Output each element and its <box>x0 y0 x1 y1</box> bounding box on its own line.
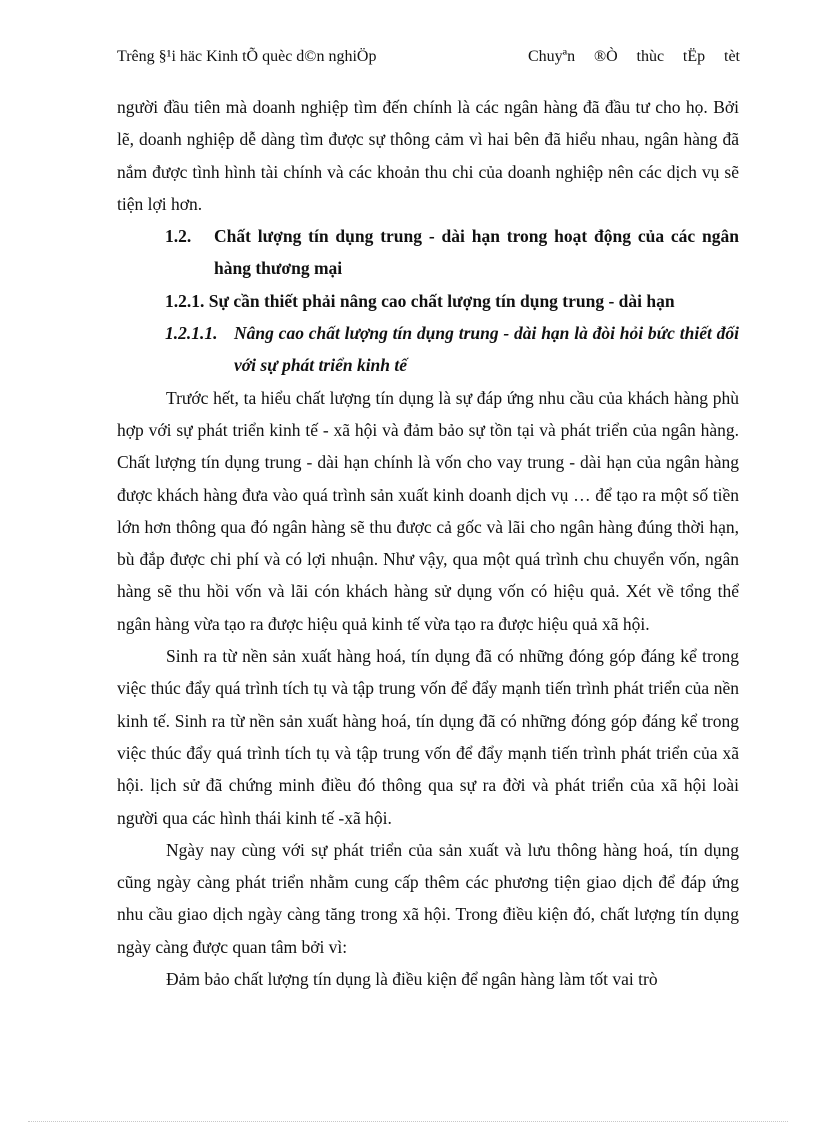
heading-number: 1.2. <box>165 226 192 247</box>
heading-section-1-2-1: 1.2.1. Sự cần thiết phải nâng cao chất lượng tín dụng trung - dài hạn <box>165 290 675 311</box>
page-bottom-divider <box>28 1121 788 1122</box>
page-header-left: Trêng §¹i häc Kinh tÕ quèc d©n nghiÖp <box>117 48 377 65</box>
paragraph: Trước hết, ta hiểu chất lượng tín dụng là sự đáp ứng nhu cầu của khách hàng phù hợp với sự phát triển kinh tế - xã hội và đảm bảo sự tồn tại và phát triển của ngân hàng. Chất lượng tín dụng trung - dài hạn chính là vốn cho vay trung - dài hạn của ngân hàng được khách hàng đưa vào quá trình sản xuất kinh doanh dịch vụ … để tạo ra một số tiền lớn hơn thông qua đó ngân hàng sẽ thu được cả gốc và lãi cho ngân hàng đúng thời hạn, bù đắp được chi phí và có lợi nhuận. Như vậy, qua một quá trình chu chuyển vốn, ngân hàng sẽ thu hồi vốn và lãi cón khách hàng sử dụng vốn có hiệu quả. Xét về tổng thể ngân hàng vừa tạo ra được hiệu quả kinh tế vừa tạo ra được hiệu quả xã hội. <box>117 387 739 634</box>
heading-section-1-2-1-1 <box>117 317 739 382</box>
paragraph: Sinh ra từ nền sản xuất hàng hoá, tín dụng đã có những đóng góp đáng kể trong việc thúc đẩy quá trình tích tụ và tập trung vốn để đẩy mạnh tiến trình phát triển của nền kinh tế. Sinh ra từ nền sản xuất hàng hoá, tín dụng đã có những đóng góp đáng kể trong việc thúc đẩy quá trình tích tụ và tập trung vốn để đẩy mạnh tiến trình phát triển của xã hội. lịch sử đã chứng minh điều đó thông qua sự ra đời và phát triển của xã hội loài người qua các hình thái kinh tế -xã hội. <box>117 646 739 828</box>
paragraph: Ngày nay cùng với sự phát triển của sản xuất và lưu thông hàng hoá, tín dụng cũng ngày càng phát triển nhằm cung cấp thêm các phương tiện giao dịch để đáp ứng nhu cầu giao dịch ngày càng tăng trong xã hội. Trong điều kiện đó, chất lượng tín dụng ngày càng được quan tâm bởi vì: <box>117 839 739 957</box>
paragraph-continuation: người đầu tiên mà doanh nghiệp tìm đến chính là các ngân hàng đã đầu tư cho họ. Bởi lẽ, doanh nghiệp dễ dàng tìm được sự thông cảm vì hai bên đã hiểu nhau, ngân hàng đã nắm được tình hình tài chính và các khoản thu chi của doanh nghiệp nên các dịch vụ sẽ tiện lợi hơn. <box>117 97 739 214</box>
document-body <box>117 91 739 995</box>
heading-number: 1.2.1.1. <box>165 323 218 344</box>
heading-text: Nâng cao chất lượng tín dụng trung - dài hạn là đòi hỏi bức thiết đối với sự phát triển kinh tế <box>234 323 739 376</box>
paragraph: Đảm bảo chất lượng tín dụng là điều kiện để ngân hàng làm tốt vai trò <box>166 969 658 990</box>
page-header-right: Chuyªn ®Ò thùc tËp tèt <box>528 48 740 65</box>
heading-text: Chất lượng tín dụng trung - dài hạn trong hoạt động của các ngân hàng thương mại <box>214 226 739 279</box>
heading-section-1-2 <box>117 220 739 285</box>
